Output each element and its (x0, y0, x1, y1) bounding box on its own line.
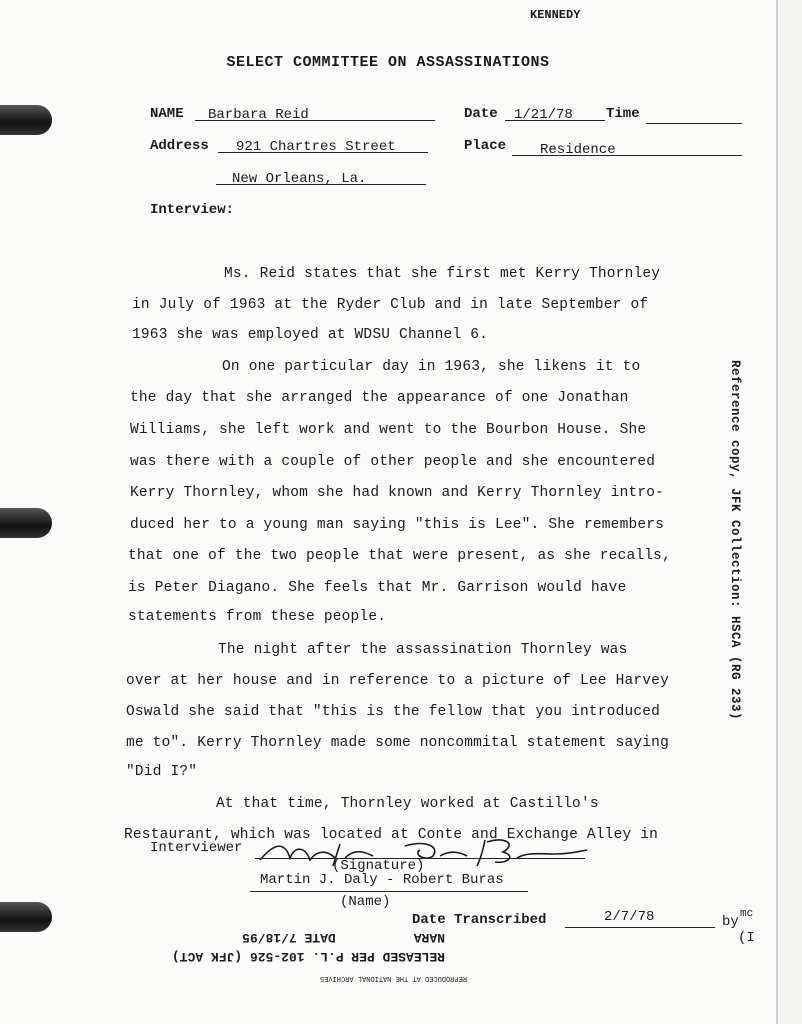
name-label-footer: (Name) (340, 894, 391, 910)
name-label: NAME (150, 106, 184, 122)
corner-partial: (I (738, 930, 755, 946)
body-line: in July of 1963 at the Ryder Club and in late September of (132, 297, 649, 313)
body-line: over at her house and in reference to a picture of Lee Harvey (126, 673, 669, 689)
signature-label: (Signature) (332, 858, 425, 874)
address-value-1: 921 Chartres Street (236, 139, 396, 155)
body-line: that one of the two people that were present, as she recalls, (128, 548, 671, 564)
body-line: was there with a couple of other people and she encountered (130, 454, 656, 470)
body-line: the day that she arranged the appearance of one Jonathan (130, 390, 629, 406)
by-label: by (722, 914, 739, 930)
body-line: me to". Kerry Thornley made some noncommital statement saying (126, 735, 669, 751)
date-label: Date (464, 106, 498, 122)
place-value: Residence (540, 142, 616, 158)
interviewer-names: Martin J. Daly - Robert Buras (260, 872, 504, 888)
page-title: SELECT COMMITTEE ON ASSASSINATIONS (226, 54, 550, 71)
interview-label: Interview: (150, 202, 235, 218)
time-label: Time (606, 106, 640, 122)
place-label: Place (464, 138, 507, 154)
body-line: Ms. Reid states that she first met Kerry Thornley (224, 266, 661, 282)
name-value: Barbara Reid (208, 107, 309, 123)
body-line: Restaurant, which was located at Conte and Exchange Alley in (124, 827, 659, 843)
body-line: The night after the assassination Thornley was (218, 642, 628, 658)
address-value-2: New Orleans, La. (232, 171, 367, 187)
date-transcribed-value: 2/7/78 (604, 909, 655, 925)
top-partial-text: KENNEDY (530, 8, 581, 22)
reference-copy-note: Reference copy, JFK Collection: HSCA (RG 233) (728, 360, 742, 721)
body-line: Kerry Thornley, whom she had known and Kerry Thornley intro- (130, 485, 665, 501)
release-stamp (5, 930, 445, 964)
date-transcribed-underline (565, 927, 715, 928)
time-underline (646, 123, 742, 124)
body-line: Oswald she said that "this is the fellow that you introduced (126, 704, 661, 720)
binder-ring-top (0, 105, 52, 135)
body-line: "Did I?" (126, 764, 198, 780)
body-line: statements from these people. (128, 609, 387, 625)
body-line: is Peter Diagano. She feels that Mr. Garrison would have (128, 580, 627, 596)
stamp-date-value: 7/18/95 (242, 930, 297, 945)
body-line: Williams, she left work and went to the Bourbon House. She (130, 422, 647, 438)
body-line: duced her to a young man saying "this is Lee". She remembers (130, 517, 665, 533)
names-underline (250, 891, 528, 892)
interviewer-label: Interviewer (150, 840, 243, 856)
date-value: 1/21/78 (514, 107, 573, 123)
stamp-line-1: RELEASED PER P.L. 102-526 (JFK ACT) (171, 949, 445, 964)
binder-ring-middle (0, 508, 52, 538)
body-line: At that time, Thornley worked at Castillo's (216, 796, 599, 812)
date-transcribed-label: Date Transcribed (412, 912, 547, 928)
stamp-date-label: DATE (304, 930, 336, 945)
address-label: Address (150, 138, 209, 154)
body-line: On one particular day in 1963, she likens it to (222, 359, 641, 375)
stamp-nara: NARA (413, 930, 445, 945)
binder-ring-bottom (0, 902, 52, 932)
body-line: 1963 she was employed at WDSU Channel 6. (132, 327, 489, 343)
handwritten-signature (255, 832, 595, 872)
archives-mark: REPRODUCED AT THE NATIONAL ARCHIVES (320, 974, 468, 982)
by-partial: mc (740, 908, 754, 920)
